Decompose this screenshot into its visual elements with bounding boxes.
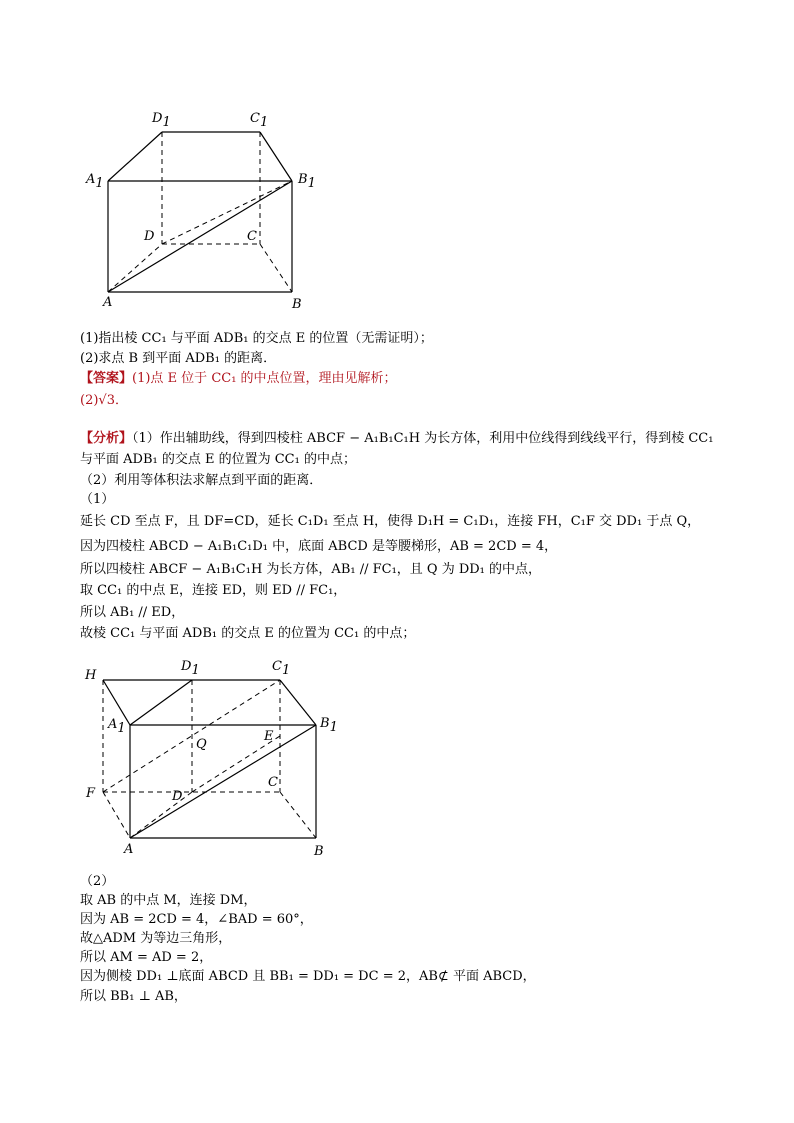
solution-2-line-b: 因为 AB = 2CD = 4，∠BAD = 60°， (80, 912, 313, 927)
label-A1: A1 (108, 717, 126, 736)
label-A1: A1 (86, 172, 104, 191)
solution-2-line-d: 所以 AM = AD = 2， (80, 950, 213, 965)
label-Q: Q (196, 737, 207, 752)
edge-CB (280, 792, 316, 838)
analysis-1-text: （1）作出辅助线，得到四棱柱 ABCF − A₁B₁C₁H 为长方体，利用中位线得到线线平行，得到棱 CC₁ (132, 431, 714, 446)
solution-1-line-e: 所以 AB₁ // ED， (80, 605, 185, 620)
label-D1: D1 (181, 659, 200, 678)
label-B1: B1 (298, 172, 316, 191)
label-B: B (292, 297, 302, 312)
answer-tag: 【答案】 (80, 371, 133, 386)
solution-1-line-c: 所以四棱柱 ABCF − A₁B₁C₁H 为长方体，AB₁ // FC₁，且 Q 为 DD₁ 的中点， (80, 562, 542, 577)
figure-1-prism (0, 0, 794, 330)
part-1-header: （1） (80, 492, 115, 507)
edge-AD (108, 244, 162, 292)
answer-2: (2)√3． (80, 393, 128, 408)
label-C1: C1 (272, 659, 291, 678)
diag-DB1 (162, 181, 292, 244)
question-2: (2)求点 B 到平面 ADB₁ 的距离． (80, 351, 277, 366)
edge-C1B1 (260, 132, 292, 181)
edge-A1D1 (130, 680, 192, 725)
label-A: A (103, 295, 113, 310)
label-D: D (144, 229, 155, 244)
edge-AD (130, 792, 192, 838)
part-2-header: （2） (80, 874, 115, 889)
solution-1-line-a: 延长 CD 至点 F，且 DF=CD，延长 C₁D₁ 至点 H，使得 D₁H = C₁D₁，连接 FH，C₁F 交 DD₁ 于点 Q， (80, 514, 701, 529)
label-C: C (247, 229, 257, 244)
edge-A1D1 (108, 132, 162, 181)
analysis-tag: 【分析】 (80, 431, 133, 446)
label-F: F (86, 786, 96, 801)
solution-2-line-c: 故△ADM 为等边三角形， (80, 931, 232, 946)
question-1: (1)指出棱 CC₁ 与平面 ADB₁ 的交点 E 的位置（无需证明）； (80, 331, 433, 346)
label-D: D (172, 789, 183, 804)
figure-2-prism (0, 650, 794, 865)
edge-CB (260, 244, 292, 292)
label-D1: D1 (152, 111, 171, 130)
label-C1: C1 (250, 111, 269, 130)
label-C: C (268, 775, 278, 790)
edge-C1B1 (280, 680, 316, 725)
solution-2-line-e: 因为侧棱 DD₁ ⊥底面 ABCD 且 BB₁ = DD₁ = DC = 2，AB⊄ 平面 ABCD， (80, 969, 536, 984)
label-E: E (264, 729, 274, 744)
solution-2-line-f: 所以 BB₁ ⊥ AB， (80, 989, 187, 1004)
analysis-2: 与平面 ADB₁ 的交点 E 的位置为 CC₁ 的中点； (80, 452, 356, 467)
edge-FA (103, 792, 130, 838)
solution-1-line-d: 取 CC₁ 的中点 E，连接 ED，则 ED // FC₁， (80, 583, 347, 598)
solution-1-line-b: 因为四棱柱 ABCD − A₁B₁C₁D₁ 中，底面 ABCD 是等腰梯形，AB = 2CD = 4， (80, 539, 558, 554)
answer-1-text: (1)点 E 位于 CC₁ 的中点位置，理由见解析； (132, 371, 397, 386)
diag-AB1 (108, 181, 292, 292)
label-A: A (124, 842, 134, 857)
label-B1: B1 (320, 716, 338, 735)
analysis-1 (80, 430, 713, 448)
label-B: B (314, 844, 324, 859)
answer-1 (80, 370, 397, 388)
solution-2-line-a: 取 AB 的中点 M，连接 DM， (80, 893, 257, 908)
label-H: H (85, 668, 97, 683)
analysis-3: （2）利用等体积法求解点到平面的距离． (80, 473, 323, 488)
diag-AB1 (130, 725, 316, 838)
solution-1-line-f: 故棱 CC₁ 与平面 ADB₁ 的交点 E 的位置为 CC₁ 的中点； (80, 626, 416, 641)
